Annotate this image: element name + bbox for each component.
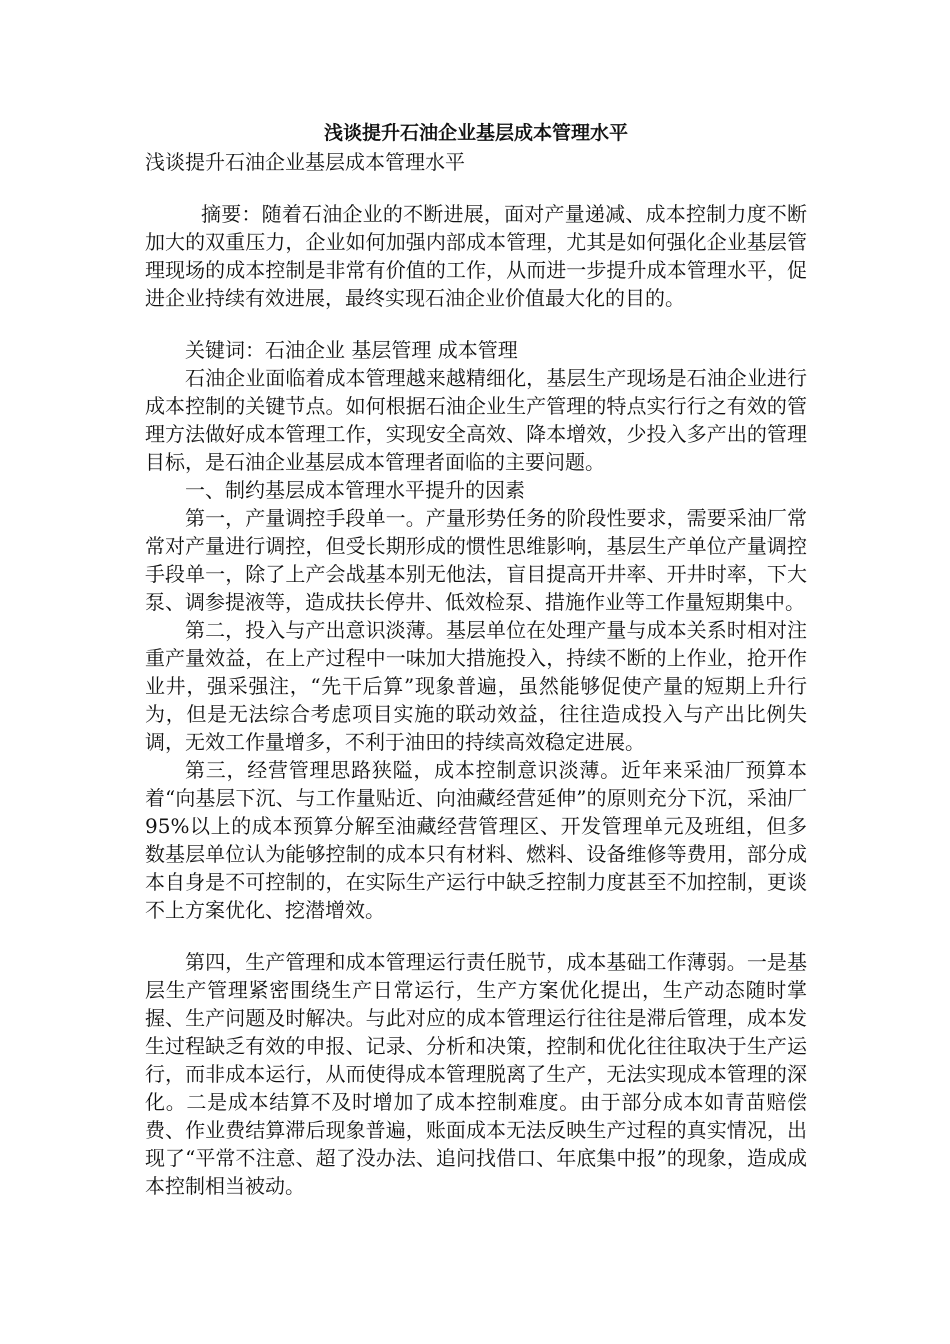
section-heading: 一、制约基层成本管理水平提升的因素 [185,478,525,502]
paragraph-second: 第二，投入与产出意识淡薄。基层单位在处理产量与成本关系时相对注重产量效益，在上产过程中一味加大措施投入，持续不断的上作业，抢开作业井，强采强注，“先干后算”现象普遍，虽然能够促使产量的短期上升行为，但是无法综合考虑项目实施的联动效益，往往造成投入与产出比例失调，无效工作量增多，不利于油田的持续高效稳定进展。 [145,618,807,754]
paragraph-first: 第一，产量调控手段单一。产量形势任务的阶段性要求，需要采油厂常常对产量进行调控，但受长期形成的惯性思维影响，基层生产单位产量调控手段单一，除了上产会战基本别无他法，盲目提高开井率、开井时率，下大泵、调参提液等，造成扶长停井、低效检泵、措施作业等工作量短期集中。 [145,506,807,614]
document-subtitle: 浅谈提升石油企业基层成本管理水平 [145,150,465,174]
intro-paragraph: 石油企业面临着成本管理越来越精细化，基层生产现场是石油企业进行成本控制的关键节点。如何根据石油企业生产管理的特点实行行之有效的管理方法做好成本管理工作，实现安全高效、降本增效，少投入多产出的管理目标，是石油企业基层成本管理者面临的主要问题。 [145,366,807,474]
document-title: 浅谈提升石油企业基层成本管理水平 [323,122,628,144]
paragraph-fourth: 第四，生产管理和成本管理运行责任脱节，成本基础工作薄弱。一是基层生产管理紧密围绕生产日常运行，生产方案优化提出，生产动态随时掌握、生产问题及时解决。与此对应的成本管理运行往往是滞后管理，成本发生过程缺乏有效的申报、记录、分析和决策，控制和优化往往取决于生产运行，而非成本运行，从而使得成本管理脱离了生产，无法实现成本管理的深化。二是成本结算不及时增加了成本控制难度。由于部分成本如青苗赔偿费、作业费结算滞后现象普遍，账面成本无法反映生产过程的真实情况，出现了“平常不注意、超了没办法、追问找借口、年底集中报”的现象，造成成本控制相当被动。 [145,950,807,1198]
document-page [145,118,807,1200]
paragraph-third: 第三，经营管理思路狭隘，成本控制意识淡薄。近年来采油厂预算本着“向基层下沉、与工作量贴近、向油藏经营延伸”的原则充分下沉，采油厂95%以上的成本预算分解至油藏经营管理区、开发管理单元及班组，但多数基层单位认为能够控制的成本只有材料、燃料、设备维修等费用，部分成本自身是不可控制的，在实际生产运行中缺乏控制力度甚至不加控制，更谈不上方案优化、挖潜增效。 [145,758,807,922]
keywords-line: 关键词：石油企业 基层管理 成本管理 [185,338,518,362]
abstract-paragraph: 摘要：随着石油企业的不断进展，面对产量递减、成本控制力度不断加大的双重压力，企业如何加强内部成本管理，尤其是如何强化企业基层管理现场的成本控制是非常有价值的工作，从而进一步提升成本管理水平，促进企业持续有效进展，最终实现石油企业价值最大化的目的。 [145,202,807,310]
